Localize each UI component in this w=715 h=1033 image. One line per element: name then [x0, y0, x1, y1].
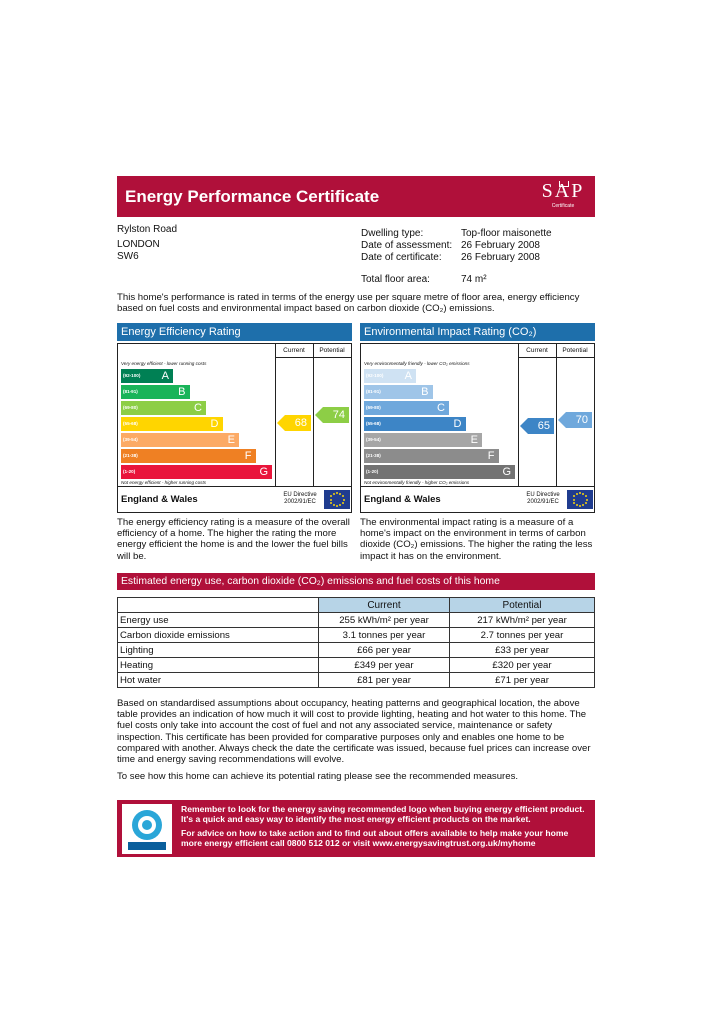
eu-star-icon [586, 499, 588, 501]
eu-star-icon [342, 502, 344, 504]
column-separator [275, 344, 276, 486]
potential-value: 2.7 tonnes per year [450, 628, 595, 643]
table-row [118, 673, 595, 688]
band-range-label: (1-20) [366, 469, 379, 474]
band-letter: E [470, 434, 478, 446]
current-rating-value: 65 [537, 420, 550, 433]
energy-saving-recommended-logo-icon [122, 804, 172, 854]
address-line-3: SW6 [117, 251, 139, 262]
eu-star-icon [343, 499, 345, 501]
column-separator [556, 344, 557, 486]
environmental-description: The environmental impact rating is a measure of a home's impact on the environment in terms of carbon dioxide (CO₂) emissions. The higher the rating the less impact it has on the environment. [360, 517, 593, 562]
eu-star-icon [330, 502, 332, 504]
potential-value: £33 per year [450, 643, 595, 658]
efficiency-potential-header: Potential [319, 347, 345, 354]
estimates-title: Estimated energy use, carbon dioxide (CO₂) emissions and fuel costs of this home [117, 573, 595, 590]
current-column-header: Current [319, 598, 450, 613]
environmental-panel-title: Environmental Impact Rating (CO₂) [360, 323, 595, 341]
band-d [364, 417, 466, 431]
band-letter: A [404, 370, 412, 382]
band-range-label: (92-100) [366, 373, 384, 378]
band-letter: G [259, 466, 268, 478]
potential-column-header: Potential [450, 598, 595, 613]
band-range-label: (81-91) [123, 389, 138, 394]
band-letter: B [178, 386, 186, 398]
eu-star-icon [585, 495, 587, 497]
intro-text: This home's performance is rated in terms of the energy use per square metre of floor area, energy efficiency based on fuel costs and environmental impact based on carbon dioxide (CO₂) emissions. [117, 292, 580, 315]
assumptions-note: Based on standardised assumptions about occupancy, heating patterns and geographical location, the above table provides an indication of how much it will cost to provide lighting, heating and hot water to this home. The fuel costs only take into account the cost of fuel and not any associated service, maintenance or safety inspection. This certificate has been provided for comparative purposes only and enables one home to be compared with another. Always check the date the certificate was issued, because fuel prices can increase over time and energy saving recommendations will evolve. [117, 698, 591, 766]
band-letter: A [161, 370, 169, 382]
band-a [364, 369, 416, 383]
band-c [364, 401, 449, 415]
eu-star-icon [333, 493, 335, 495]
row-label: Carbon dioxide emissions [118, 628, 319, 643]
current-rating-value: 68 [294, 417, 307, 429]
current-value: £81 per year [319, 673, 450, 688]
efficiency-panel-title: Energy Efficiency Rating [117, 323, 352, 341]
band-letter: E [227, 434, 235, 446]
efficiency-chart-box [117, 343, 352, 513]
footer-rule [118, 486, 351, 487]
band-b [121, 385, 190, 399]
eu-star-icon [579, 505, 581, 507]
eu-star-icon [333, 504, 335, 506]
eu-directive-code: 2002/91/EC [284, 499, 316, 505]
eu-star-icon [342, 495, 344, 497]
header-rule [275, 357, 351, 358]
current-value: 3.1 tonnes per year [319, 628, 450, 643]
environmental-region: England & Wales [364, 494, 441, 505]
band-range-label: (81-91) [366, 389, 381, 394]
band-f [364, 449, 499, 463]
band-e [364, 433, 482, 447]
band-e [121, 433, 239, 447]
banner-text [181, 804, 591, 848]
eu-star-icon [573, 499, 575, 501]
table-header-row [118, 598, 595, 613]
efficiency-bottom-note: Not energy efficient - higher running costs [121, 480, 207, 485]
efficiency-region: England & Wales [121, 494, 198, 505]
column-separator [518, 344, 519, 486]
column-separator [313, 344, 314, 486]
floor-area-label: Total floor area: [361, 274, 430, 285]
table-row [118, 658, 595, 673]
blank-header-cell [118, 598, 319, 613]
band-g [364, 465, 515, 479]
band-letter: F [487, 450, 495, 462]
environmental-chart-box [360, 343, 595, 513]
floor-area-value: 74 m² [461, 274, 487, 285]
eu-directive-label: EU Directive [526, 492, 560, 498]
eu-star-icon [336, 492, 338, 494]
band-d [121, 417, 223, 431]
certificate-date-value: 26 February 2008 [461, 252, 540, 263]
eu-star-icon [330, 499, 332, 501]
current-value: 255 kWh/m² per year [319, 613, 450, 628]
band-a [121, 369, 173, 383]
header-rule [518, 357, 594, 358]
band-range-label: (55-68) [123, 421, 138, 426]
potential-rating-value: 70 [575, 414, 588, 427]
dwelling-type-value: Top-floor maisonette [461, 228, 552, 239]
eu-directive-code: 2002/91/EC [527, 499, 559, 505]
eu-star-icon [339, 504, 341, 506]
band-range-label: (1-20) [123, 469, 136, 474]
environmental-bottom-note: Not environmentally friendly - higher CO₂ emissions [364, 480, 470, 485]
certificate-title: Energy Performance Certificate [125, 187, 380, 206]
efficiency-top-note: Very energy efficient - lower running costs [121, 361, 207, 366]
band-letter: D [210, 418, 219, 430]
band-b [364, 385, 433, 399]
eu-star-icon [573, 495, 575, 497]
table-row [118, 628, 595, 643]
banner-line-2: For advice on how to take action and to find out about offers available to help make your home more energy efficient call 0800 512 012 or visit www.energysavingtrust.org.uk/myhome [181, 828, 569, 848]
footer-rule [361, 486, 594, 487]
band-range-label: (39-54) [123, 437, 138, 442]
efficiency-rating-panel [117, 323, 352, 513]
recommended-measures-note: To see how this home can achieve its potential rating please see the recommended measures. [117, 771, 519, 782]
potential-value: £320 per year [450, 658, 595, 673]
sap-logo-subtext: Certificate [551, 203, 575, 209]
certificate-header [117, 176, 595, 217]
environmental-current-rating-arrow [520, 418, 554, 434]
efficiency-current-rating-arrow [277, 415, 311, 431]
eu-directive-label: EU Directive [283, 492, 317, 498]
band-range-label: (55-68) [366, 421, 381, 426]
banner-line-1: Remember to look for the energy saving recommended logo when buying energy efficient product. It's a quick and easy way to identify the most energy efficient products on the market. [181, 804, 585, 824]
crown-icon [559, 181, 569, 187]
band-range-label: (21-38) [366, 453, 381, 458]
efficiency-eu-directive [278, 492, 322, 506]
efficiency-current-header: Current [283, 347, 305, 354]
potential-rating-value: 74 [332, 409, 345, 421]
band-g [121, 465, 272, 479]
eu-star-icon [579, 492, 581, 494]
eu-star-icon [339, 493, 341, 495]
efficiency-potential-rating-arrow [315, 407, 349, 423]
environmental-potential-rating-arrow [558, 412, 592, 428]
environmental-eu-directive [521, 492, 565, 506]
dwelling-type-label: Dwelling type: [361, 228, 424, 239]
band-letter: C [437, 402, 445, 414]
band-letter: F [244, 450, 252, 462]
estimates-table [117, 597, 595, 688]
band-range-label: (69-80) [123, 405, 138, 410]
sap-logo [537, 179, 589, 214]
address-line-2: LONDON [117, 239, 160, 250]
eu-star-icon [336, 505, 338, 507]
band-range-label: (69-80) [366, 405, 381, 410]
current-value: £66 per year [319, 643, 450, 658]
row-label: Energy use [118, 613, 319, 628]
band-f [121, 449, 256, 463]
band-letter: G [502, 466, 511, 478]
eu-star-icon [582, 504, 584, 506]
band-range-label: (39-54) [366, 437, 381, 442]
environmental-rating-panel [360, 323, 595, 513]
eu-star-icon [573, 502, 575, 504]
table-row [118, 613, 595, 628]
environmental-potential-header: Potential [562, 347, 588, 354]
row-label: Hot water [118, 673, 319, 688]
potential-value: 217 kWh/m² per year [450, 613, 595, 628]
band-range-label: (21-38) [123, 453, 138, 458]
eu-star-icon [576, 504, 578, 506]
row-label: Heating [118, 658, 319, 673]
assessment-date-label: Date of assessment: [361, 240, 453, 251]
eu-star-icon [585, 502, 587, 504]
row-label: Lighting [118, 643, 319, 658]
eu-flag-icon [324, 490, 350, 509]
table-row [118, 643, 595, 658]
band-range-label: (92-100) [123, 373, 141, 378]
band-letter: C [194, 402, 202, 414]
eu-star-icon [582, 493, 584, 495]
eu-star-icon [576, 493, 578, 495]
potential-value: £71 per year [450, 673, 595, 688]
efficiency-description: The energy efficiency rating is a measure of the overall efficiency of a home. The higher the rating the more energy efficient the home is and the lower the fuel bills will be. [117, 517, 350, 562]
sap-logo-text: SAP [541, 180, 585, 202]
band-c [121, 401, 206, 415]
assessment-date-value: 26 February 2008 [461, 240, 540, 251]
current-value: £349 per year [319, 658, 450, 673]
environmental-top-note: Very environmentally friendly - lower CO₂ emissions [364, 361, 470, 366]
environmental-current-header: Current [526, 347, 548, 354]
band-letter: D [453, 418, 462, 430]
certificate-date-label: Date of certificate: [361, 252, 442, 263]
band-letter: B [421, 386, 429, 398]
eu-star-icon [330, 495, 332, 497]
eu-flag-icon [567, 490, 593, 509]
address-line-1: Rylston Road [117, 224, 178, 235]
energy-saving-banner [117, 800, 595, 857]
